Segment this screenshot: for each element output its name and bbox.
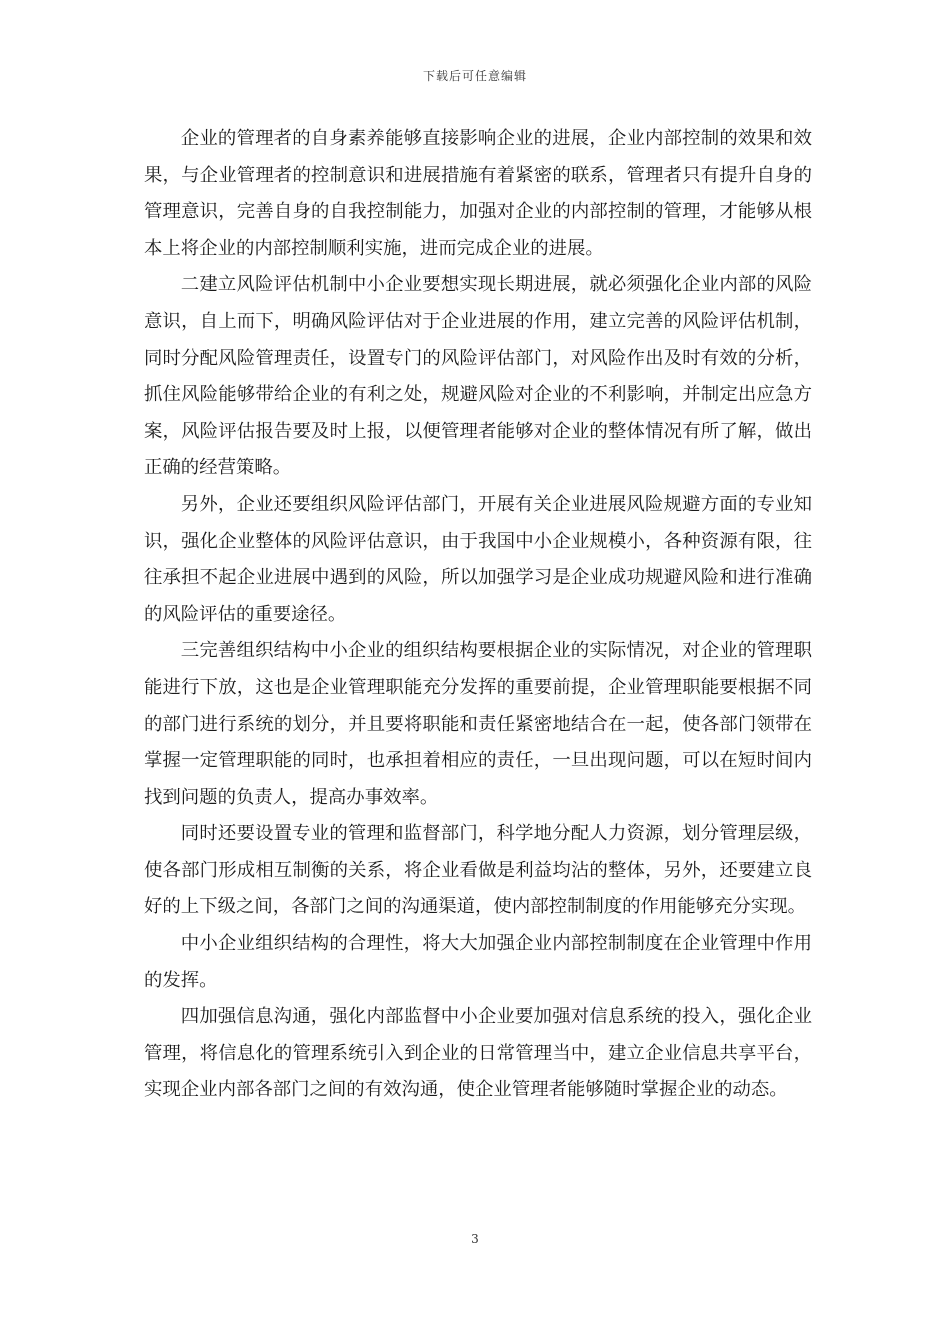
paragraph-risk-assessment: 二建立风险评估机制中小企业要想实现长期进展，就必须强化企业内部的风险意识，自上而下，明确风险评估对于企业进展的作用，建立完善的风险评估机制，同时分配风险管理责任，设置专门的风险评估部门，对风险作出及时有效的分析，抓住风险能够带给企业的有利之处，规避风险对企业的不利影响，并制定出应急方案，风险评估报告要及时上报，以便管理者能够对企业的整体情况有所了解，做出正确的经营策略。: [144, 274, 812, 479]
paragraph-risk-training: 另外，企业还要组织风险评估部门，开展有关企业进展风险规避方面的专业知识，强化企业整体的风险评估意识，由于我国中小企业规模小，各种资源有限，往往承担不起企业进展中遇到的风险，所以加强学习是企业成功规避风险和进行准确的风险评估的重要途径。: [144, 493, 812, 625]
page-header: 下载后可任意编辑: [422, 69, 527, 83]
paragraph-supervision-departments: 同时还要设置专业的管理和监督部门，科学地分配人力资源，划分管理层级，使各部门形成相互制衡的关系，将企业看做是利益均沾的整体，另外，还要建立良好的上下级之间，各部门之间的沟通渠道，使内部控制制度的作用能够充分实现。: [144, 823, 812, 918]
page-number: 3: [471, 1232, 479, 1246]
paragraph-information-communication: 四加强信息沟通，强化内部监督中小企业要加强对信息系统的投入，强化企业管理，将信息化的管理系统引入到企业的日常管理当中，建立企业信息共享平台，实现企业内部各部门之间的有效沟通，使企业管理者能够随时掌握企业的动态。: [144, 1006, 812, 1101]
page-body: [144, 121, 812, 1109]
paragraph-structure-rationality: 中小企业组织结构的合理性，将大大加强企业内部控制制度在企业管理中作用的发挥。: [144, 933, 812, 991]
paragraph-management-quality: 企业的管理者的自身素养能够直接影响企业的进展，企业内部控制的效果和效果，与企业管理者的控制意识和进展措施有着紧密的联系，管理者只有提升自身的管理意识，完善自身的自我控制能力，加强对企业的内部控制的管理，才能够从根本上将企业的内部控制顺利实施，进而完成企业的进展。: [144, 128, 812, 259]
paragraph-organization-structure: 三完善组织结构中小企业的组织结构要根据企业的实际情况，对企业的管理职能进行下放，这也是企业管理职能充分发挥的重要前提，企业管理职能要根据不同的部门进行系统的划分，并且要将职能和责任紧密地结合在一起，使各部门领带在掌握一定管理职能的同时，也承担着相应的责任，一旦出现问题，可以在短时间内找到问题的负责人，提高办事效率。: [144, 640, 812, 808]
